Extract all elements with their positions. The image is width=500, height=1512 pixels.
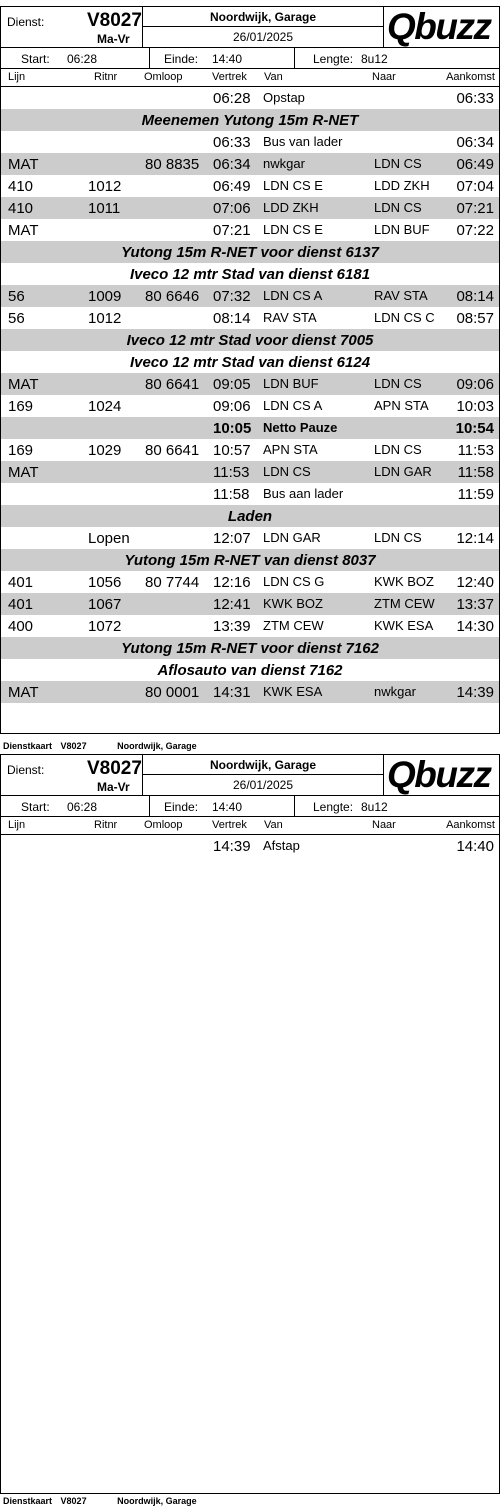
trip-row <box>1 835 499 857</box>
column-ritnr: Ritnr <box>94 71 118 83</box>
dienstkaart-card <box>0 6 500 734</box>
cell-naar: LDN CS <box>374 200 422 215</box>
cell-vertrek: 12:41 <box>213 596 251 613</box>
cell-aankomst: 07:04 <box>456 178 494 195</box>
cell-van: KWK BOZ <box>263 596 323 611</box>
service-date: 26/01/2025 <box>232 30 294 44</box>
card-header <box>1 755 499 796</box>
cell-van: APN STA <box>263 442 318 457</box>
cell-ritnr: 1029 <box>88 442 122 459</box>
cell-omloop: 80 7744 <box>145 574 200 591</box>
cell-van: Netto Pauze <box>263 420 338 435</box>
end-time: 14:40 <box>212 52 243 66</box>
dienstkaart-card <box>0 754 500 1494</box>
trip-row <box>1 197 499 219</box>
cell-van: Bus aan lader <box>263 486 344 501</box>
column-ritnr: Ritnr <box>94 819 118 831</box>
cell-aankomst: 14:30 <box>456 618 494 635</box>
cell-lijn: MAT <box>8 376 39 393</box>
cell-aankomst: 07:21 <box>456 200 494 217</box>
section-heading-row <box>1 241 499 263</box>
cell-naar: nwkgar <box>374 684 416 699</box>
section-heading-text: Iveco 12 mtr Stad van dienst 6124 <box>129 354 371 371</box>
footer-label: Dienstkaart <box>3 1496 53 1506</box>
column-naar: Naar <box>372 819 396 831</box>
trip-row <box>1 219 499 241</box>
cell-lijn: 410 <box>8 178 34 195</box>
cell-naar: LDN CS <box>374 376 422 391</box>
cell-ritnr: Lopen <box>88 530 130 547</box>
cell-lijn: 401 <box>8 574 34 591</box>
service-days: Ma-Vr <box>97 32 130 46</box>
column-van: Van <box>264 819 283 831</box>
cell-ritnr: 1011 <box>88 200 121 217</box>
cell-van: LDN CS A <box>263 288 323 303</box>
column-omloop: Omloop <box>144 819 183 831</box>
column-lijn: Lijn <box>8 71 26 83</box>
cell-ritnr: 1024 <box>88 398 122 415</box>
end-label: Einde: <box>164 52 199 66</box>
cell-omloop: 80 6641 <box>145 376 200 393</box>
section-heading-row <box>1 637 499 659</box>
cell-vertrek: 07:32 <box>213 288 251 305</box>
trip-row <box>1 571 499 593</box>
cell-van: LDN GAR <box>263 530 321 545</box>
trip-row <box>1 131 499 153</box>
trip-row <box>1 681 499 703</box>
garage-location: Noordwijk, Garage <box>209 10 317 24</box>
divider <box>383 7 384 47</box>
section-heading-row <box>1 659 499 681</box>
card-header <box>1 7 499 48</box>
column-van: Van <box>264 71 283 83</box>
cell-vertrek: 06:33 <box>213 134 251 151</box>
cell-van: Afstap <box>263 838 300 853</box>
cell-van: LDN CS A <box>263 398 323 413</box>
cell-aankomst: 06:34 <box>456 134 494 151</box>
cell-van: LDN CS E <box>263 178 323 193</box>
trip-row <box>1 615 499 637</box>
length-value: 8u12 <box>361 800 388 814</box>
length-value: 8u12 <box>361 52 388 66</box>
dienst-label: Dienst: <box>7 15 45 29</box>
trip-list <box>1 835 499 857</box>
column-header-row <box>1 817 499 835</box>
section-heading-row <box>1 109 499 131</box>
trip-row <box>1 153 499 175</box>
cell-van: LDN BUF <box>263 376 319 391</box>
cell-vertrek: 10:05 <box>213 420 252 437</box>
cell-naar: RAV STA <box>374 288 428 303</box>
section-heading-row <box>1 505 499 527</box>
cell-naar: LDD ZKH <box>374 178 430 193</box>
cell-naar: APN STA <box>374 398 429 413</box>
cell-van: Opstap <box>263 90 305 105</box>
cell-lijn: 401 <box>8 596 34 613</box>
column-aankomst: Aankomst <box>446 819 495 831</box>
cell-aankomst: 07:22 <box>456 222 494 239</box>
cell-van: LDD ZKH <box>263 200 319 215</box>
cell-lijn: 410 <box>8 200 34 217</box>
trip-row <box>1 483 499 505</box>
column-lijn: Lijn <box>8 819 26 831</box>
length-label: Lengte: <box>313 800 354 814</box>
section-heading-text: Iveco 12 mtr Stad van dienst 6181 <box>129 266 371 283</box>
cell-aankomst: 11:59 <box>457 486 494 503</box>
column-naar: Naar <box>372 71 396 83</box>
cell-aankomst: 08:14 <box>456 288 494 305</box>
cell-vertrek: 12:07 <box>213 530 251 547</box>
divider <box>294 48 295 68</box>
start-label: Start: <box>21 800 50 814</box>
cell-van: RAV STA <box>263 310 317 325</box>
cell-omloop: 80 8835 <box>145 156 200 173</box>
cell-aankomst: 10:54 <box>455 420 494 437</box>
cell-aankomst: 11:58 <box>457 464 494 481</box>
length-label: Lengte: <box>313 52 354 66</box>
trip-row <box>1 307 499 329</box>
page-footer <box>3 741 197 751</box>
footer-dienst: V8027 <box>60 1496 87 1506</box>
trip-row <box>1 461 499 483</box>
cell-lijn: MAT <box>8 464 39 481</box>
cell-naar: KWK ESA <box>374 618 434 633</box>
cell-omloop: 80 6646 <box>145 288 200 305</box>
cell-vertrek: 07:06 <box>213 200 251 217</box>
cell-aankomst: 06:49 <box>456 156 494 173</box>
trip-row <box>1 527 499 549</box>
footer-location: Noordwijk, Garage <box>117 1496 197 1506</box>
cell-van: LDN CS E <box>263 222 323 237</box>
cell-lijn: 56 <box>8 288 25 305</box>
cell-van: Bus van lader <box>263 134 343 149</box>
cell-lijn: 169 <box>8 442 34 459</box>
section-heading-text: Laden <box>227 508 273 525</box>
cell-vertrek: 06:34 <box>213 156 251 173</box>
end-time: 14:40 <box>212 800 243 814</box>
shift-times <box>1 796 499 817</box>
divider <box>294 796 295 816</box>
shift-times <box>1 48 499 69</box>
cell-aankomst: 14:40 <box>456 838 494 855</box>
column-aankomst: Aankomst <box>446 71 495 83</box>
footer-label: Dienstkaart <box>3 741 53 751</box>
column-vertrek: Vertrek <box>212 71 247 83</box>
pause-row <box>1 417 499 439</box>
cell-omloop: 80 0001 <box>145 684 200 701</box>
column-header-row <box>1 69 499 87</box>
cell-vertrek: 14:31 <box>213 684 251 701</box>
section-heading-text: Iveco 12 mtr Stad voor dienst 7005 <box>126 332 374 349</box>
trip-row <box>1 439 499 461</box>
start-time: 06:28 <box>67 52 98 66</box>
cell-vertrek: 12:16 <box>213 574 251 591</box>
start-label: Start: <box>21 52 50 66</box>
cell-van: LDN CS G <box>263 574 325 589</box>
qbuzz-logo: Qbuzz <box>387 754 491 795</box>
trip-row <box>1 175 499 197</box>
trip-row <box>1 373 499 395</box>
cell-vertrek: 10:57 <box>213 442 251 459</box>
section-heading-text: Yutong 15m R-NET van dienst 8037 <box>124 552 376 569</box>
cell-aankomst: 08:57 <box>456 310 494 327</box>
dienst-number: V8027 <box>87 10 142 31</box>
cell-aankomst: 09:06 <box>456 376 494 393</box>
section-heading-row <box>1 351 499 373</box>
section-heading-text: Yutong 15m R-NET voor dienst 7162 <box>121 640 379 657</box>
cell-van: KWK ESA <box>263 684 323 699</box>
section-heading-text: Aflosauto van dienst 7162 <box>157 662 343 679</box>
section-heading-row <box>1 549 499 571</box>
divider <box>383 755 384 795</box>
page-footer <box>3 1496 197 1506</box>
cell-lijn: 400 <box>8 618 34 635</box>
cell-naar: LDN CS C <box>374 310 435 325</box>
divider <box>143 26 384 27</box>
cell-lijn: MAT <box>8 156 39 173</box>
cell-aankomst: 12:40 <box>456 574 494 591</box>
cell-van: nwkgar <box>263 156 305 171</box>
footer-location: Noordwijk, Garage <box>117 741 197 751</box>
cell-naar: LDN GAR <box>374 464 432 479</box>
section-heading-text: Meenemen Yutong 15m R-NET <box>141 112 359 129</box>
cell-aankomst: 14:39 <box>456 684 494 701</box>
qbuzz-logo: Qbuzz <box>387 6 491 47</box>
cell-vertrek: 06:49 <box>213 178 251 195</box>
cell-aankomst: 13:37 <box>456 596 494 613</box>
cell-vertrek: 14:39 <box>213 838 251 855</box>
cell-lijn: 169 <box>8 398 34 415</box>
garage-location: Noordwijk, Garage <box>209 758 317 772</box>
section-heading-row <box>1 329 499 351</box>
cell-ritnr: 1072 <box>88 618 122 635</box>
cell-vertrek: 06:28 <box>213 90 251 107</box>
column-vertrek: Vertrek <box>212 819 247 831</box>
section-heading-row <box>1 263 499 285</box>
cell-naar: LDN CS <box>374 442 422 457</box>
dienst-number: V8027 <box>87 758 142 779</box>
cell-vertrek: 08:14 <box>213 310 251 327</box>
cell-ritnr: 1009 <box>88 288 122 305</box>
cell-aankomst: 12:14 <box>456 530 494 547</box>
cell-lijn: MAT <box>8 222 39 239</box>
cell-naar: LDN CS <box>374 530 422 545</box>
divider <box>143 774 384 775</box>
cell-omloop: 80 6641 <box>145 442 200 459</box>
service-days: Ma-Vr <box>97 780 130 794</box>
start-time: 06:28 <box>67 800 98 814</box>
divider <box>149 48 150 68</box>
cell-lijn: MAT <box>8 684 39 701</box>
divider <box>149 796 150 816</box>
dienst-label: Dienst: <box>7 763 45 777</box>
trip-row <box>1 395 499 417</box>
cell-naar: KWK BOZ <box>374 574 434 589</box>
cell-aankomst: 10:03 <box>456 398 494 415</box>
trip-row <box>1 87 499 109</box>
cell-ritnr: 1012 <box>88 310 122 327</box>
cell-vertrek: 11:58 <box>213 486 250 503</box>
cell-naar: ZTM CEW <box>374 596 435 611</box>
cell-vertrek: 11:53 <box>213 464 250 481</box>
cell-van: ZTM CEW <box>263 618 324 633</box>
cell-naar: LDN CS <box>374 156 422 171</box>
trip-row <box>1 285 499 307</box>
cell-aankomst: 06:33 <box>456 90 494 107</box>
column-omloop: Omloop <box>144 71 183 83</box>
footer-dienst: V8027 <box>60 741 87 751</box>
cell-vertrek: 13:39 <box>213 618 251 635</box>
section-heading-text: Yutong 15m R-NET voor dienst 6137 <box>121 244 379 261</box>
end-label: Einde: <box>164 800 199 814</box>
cell-vertrek: 09:06 <box>213 398 251 415</box>
cell-ritnr: 1012 <box>88 178 122 195</box>
cell-vertrek: 07:21 <box>213 222 251 239</box>
service-date: 26/01/2025 <box>232 778 294 792</box>
cell-aankomst: 11:53 <box>457 442 494 459</box>
cell-ritnr: 1067 <box>88 596 122 613</box>
cell-lijn: 56 <box>8 310 25 327</box>
cell-vertrek: 09:05 <box>213 376 251 393</box>
trip-list <box>1 87 499 703</box>
cell-naar: LDN BUF <box>374 222 430 237</box>
cell-van: LDN CS <box>263 464 311 479</box>
cell-ritnr: 1056 <box>88 574 122 591</box>
trip-row <box>1 593 499 615</box>
